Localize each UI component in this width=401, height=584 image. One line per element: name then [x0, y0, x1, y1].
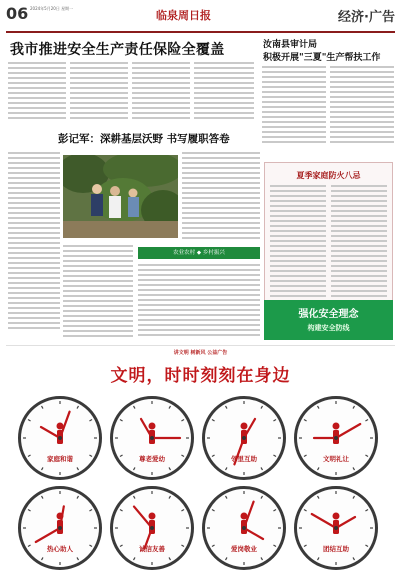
clock-figure-icon — [18, 486, 102, 570]
clock-label: 爱岗敬业 — [231, 545, 257, 553]
clock-tick — [77, 496, 79, 499]
article-photo — [63, 155, 178, 238]
figure-head — [241, 423, 248, 430]
clock-label: 热心助人 — [47, 545, 73, 553]
clock-6 — [110, 486, 194, 570]
safety-ad-box — [264, 300, 393, 340]
clock-tick — [365, 510, 368, 512]
clock-tick — [353, 496, 355, 499]
clock-label: 诚信友善 — [139, 545, 165, 553]
article-body-col-2 — [70, 62, 128, 122]
masthead — [6, 3, 395, 33]
article-body-col-4 — [194, 62, 254, 122]
clock-tick — [261, 406, 263, 409]
clock-tick — [318, 406, 320, 409]
clock-figure-icon — [294, 396, 378, 480]
clock-center — [58, 436, 62, 440]
clock-tick — [181, 510, 184, 512]
clock-8 — [294, 486, 378, 570]
clock-label: 团结互助 — [323, 545, 349, 553]
clock-center — [242, 436, 246, 440]
clock-label: 家庭和谐 — [47, 455, 73, 463]
clock-2 — [110, 396, 194, 480]
clock-tick — [353, 557, 355, 560]
clock-tick — [353, 467, 355, 470]
figure-head — [149, 513, 156, 520]
clock-tick — [212, 420, 215, 422]
clock-center — [334, 436, 338, 440]
clock-tick — [226, 467, 228, 470]
ad-line-1: 强化安全理念 — [298, 309, 359, 320]
clock-5 — [18, 486, 102, 570]
poster-title: 文明，时时刻刻在身边 — [110, 366, 291, 386]
clock-tick — [226, 557, 228, 560]
clock-tick — [261, 496, 263, 499]
clock-tick — [77, 557, 79, 560]
notice-body-left — [270, 185, 326, 300]
clock-figure-icon — [110, 486, 194, 570]
clock-1 — [18, 396, 102, 480]
notice-title: 夏季家庭防火八忌 — [296, 171, 361, 180]
clock-tick — [181, 420, 184, 422]
clock-tick — [134, 406, 136, 409]
clock-hand — [36, 528, 60, 542]
clock-tick — [353, 406, 355, 409]
clock-3 — [202, 396, 286, 480]
main-headline: 我市推进安全生产责任保险全覆盖 — [10, 42, 225, 58]
figure-head — [241, 513, 248, 520]
sub-article-body-bottom — [138, 264, 260, 339]
figure-head — [333, 423, 340, 430]
right-article-body-1 — [262, 66, 326, 146]
sub-article-body-right — [182, 152, 260, 242]
clock-figure-icon — [202, 396, 286, 480]
clock-tick — [261, 467, 263, 470]
clock-tick — [212, 510, 215, 512]
clock-label: 尊老爱幼 — [139, 455, 165, 463]
clock-tick — [28, 420, 31, 422]
article-body-col-1 — [8, 62, 66, 122]
page-number: 06 — [6, 4, 29, 23]
paper-name: 临泉周日报 — [156, 9, 211, 22]
section-name: 经济·广告 — [338, 10, 395, 25]
clock-tick — [134, 557, 136, 560]
sub-article-body-left — [8, 152, 60, 332]
clock-tick — [89, 420, 92, 422]
clock-tick — [120, 510, 123, 512]
clock-tick — [28, 510, 31, 512]
clock-tick — [318, 557, 320, 560]
photo-illustration — [63, 155, 178, 238]
clock-tick — [318, 467, 320, 470]
clock-tick — [42, 496, 44, 499]
figure-head — [149, 423, 156, 430]
clock-figure-icon — [294, 486, 378, 570]
ad-line-2: 构建安全防线 — [307, 324, 350, 332]
clock-tick — [77, 467, 79, 470]
clock-tick — [134, 467, 136, 470]
clock-tick — [226, 496, 228, 499]
clock-center — [242, 526, 246, 530]
figure-head — [57, 513, 64, 520]
clock-tick — [120, 420, 123, 422]
clock-tick — [169, 406, 171, 409]
clock-tick — [42, 557, 44, 560]
clock-center — [334, 526, 338, 530]
clock-center — [150, 436, 154, 440]
sub-headline: 彭记军：深耕基层沃野 书写履职答卷 — [58, 133, 230, 145]
clock-tick — [134, 496, 136, 499]
clock-tick — [77, 406, 79, 409]
right-headline-line-2: 积极开展"三夏"生产帮扶工作 — [263, 53, 381, 63]
poster-tag: 讲文明 树新风 公益广告 — [173, 350, 228, 356]
right-headline-line-1: 汝南县审计局 — [263, 40, 318, 50]
clock-tick — [365, 420, 368, 422]
clock-label: 邻里互助 — [231, 455, 257, 463]
clock-center — [58, 526, 62, 530]
clock-hand — [312, 514, 336, 528]
figure-head — [57, 423, 64, 430]
clock-figure-icon — [110, 396, 194, 480]
clock-7 — [202, 486, 286, 570]
notice-body-right — [331, 185, 387, 300]
clock-tick — [273, 420, 276, 422]
sub-article-body-mid — [63, 245, 133, 340]
clock-tick — [304, 420, 307, 422]
clock-figure-icon — [18, 396, 102, 480]
clock-label: 文明礼让 — [323, 455, 349, 463]
clock-tick — [169, 557, 171, 560]
date-line: 2024年5月20日 星期一 — [30, 6, 74, 11]
clock-tick — [226, 406, 228, 409]
right-article-body-2 — [330, 66, 394, 146]
clock-tick — [304, 510, 307, 512]
clock-figure-icon — [202, 486, 286, 570]
clock-tick — [261, 557, 263, 560]
civility-poster — [6, 345, 395, 579]
clock-tick — [169, 496, 171, 499]
clock-tick — [89, 510, 92, 512]
green-banner-strip: 农业农村 ◆ 乡村振兴 — [138, 247, 260, 259]
clock-tick — [318, 496, 320, 499]
figure-head — [333, 513, 340, 520]
clock-hand — [336, 424, 360, 438]
clock-tick — [169, 467, 171, 470]
clock-center — [150, 526, 154, 530]
clock-tick — [273, 510, 276, 512]
clock-4 — [294, 396, 378, 480]
clock-tick — [42, 467, 44, 470]
clock-tick — [42, 406, 44, 409]
article-body-col-3 — [132, 62, 190, 122]
